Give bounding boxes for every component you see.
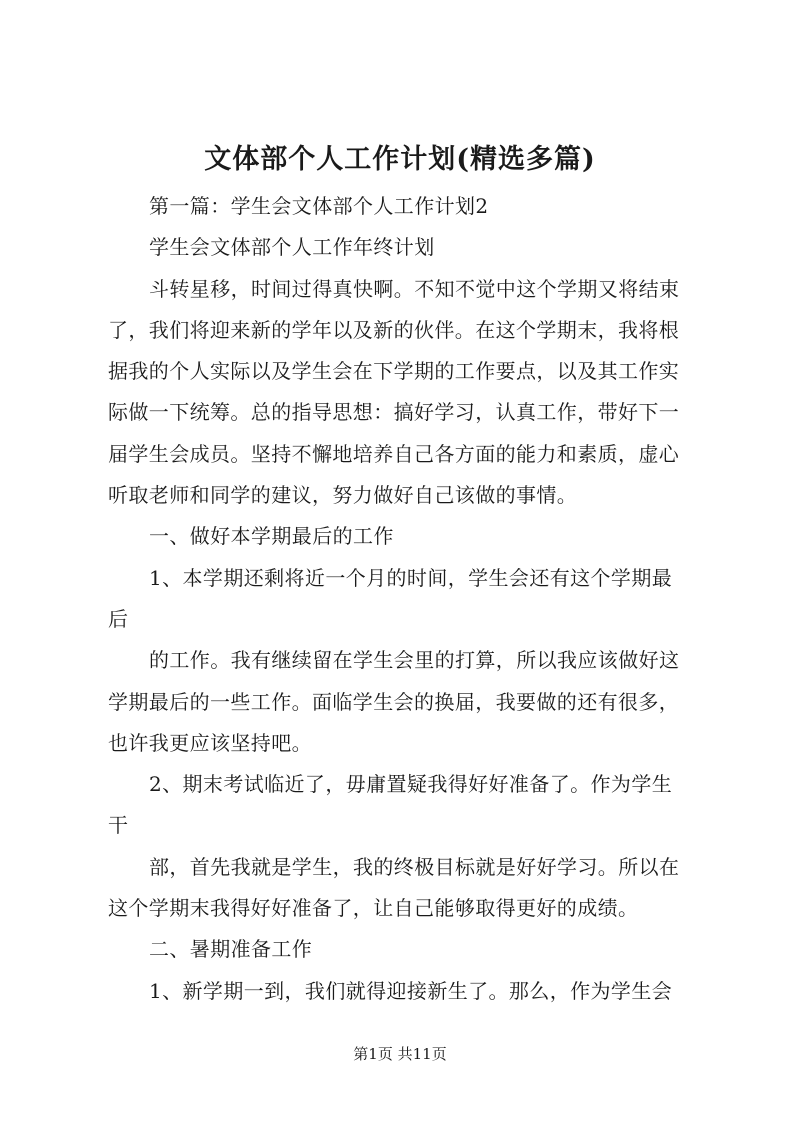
paragraph-line: 了，我们将迎来新的学年以及新的伙伴。在这个学期末，我将根 — [108, 317, 680, 342]
section-heading-two: 二、暑期准备工作 — [149, 937, 313, 962]
paragraph-line: 的工作。我有继续留在学生会里的打算，所以我应该做好这 — [149, 648, 680, 673]
paragraph-line: 后 — [108, 606, 129, 631]
section-heading-part-one: 第一篇：学生会文体部个人工作计划2 — [149, 194, 489, 218]
paragraph-line: 据我的个人实际以及学生会在下学期的工作要点，以及其工作实 — [108, 359, 680, 384]
paragraph-line: 2、期末考试临近了，毋庸置疑我得好好准备了。作为学生 — [149, 772, 673, 797]
paragraph-line: 也许我更应该坚持吧。 — [108, 730, 312, 755]
paragraph-line: 斗转星移，时间过得真快啊。不知不觉中这个学期又将结束 — [149, 276, 680, 301]
paragraph-line: 际做一下统筹。总的指导思想：搞好学习，认真工作，带好下一 — [108, 400, 680, 425]
paragraph-line: 学期最后的一些工作。面临学生会的换届，我要做的还有很多， — [108, 689, 680, 714]
paragraph-line: 干 — [108, 813, 129, 838]
paragraph-line: 部，首先我就是学生，我的终极目标就是好好学习。所以在 — [149, 854, 680, 879]
paragraph-line: 届学生会成员。坚持不懈地培养自己各方面的能力和素质，虚心 — [108, 441, 680, 466]
document-title: 文体部个人工作计划(精选多篇) — [204, 144, 596, 175]
section-heading-one: 一、做好本学期最后的工作 — [149, 524, 394, 549]
document-body — [108, 186, 708, 1012]
page-footer: 第1页 共11页 — [353, 1045, 447, 1063]
plan-subtitle: 学生会文体部个人工作年终计划 — [149, 235, 435, 260]
paragraph-line: 1、新学期一到，我们就得迎接新生了。那么，作为学生会 — [149, 978, 673, 1003]
paragraph-line: 这个学期末我得好好准备了，让自己能够取得更好的成绩。 — [108, 896, 639, 921]
paragraph-line: 1、本学期还剩将近一个月的时间，学生会还有这个学期最 — [149, 565, 673, 590]
paragraph-line: 听取老师和同学的建议，努力做好自己该做的事情。 — [108, 483, 578, 508]
